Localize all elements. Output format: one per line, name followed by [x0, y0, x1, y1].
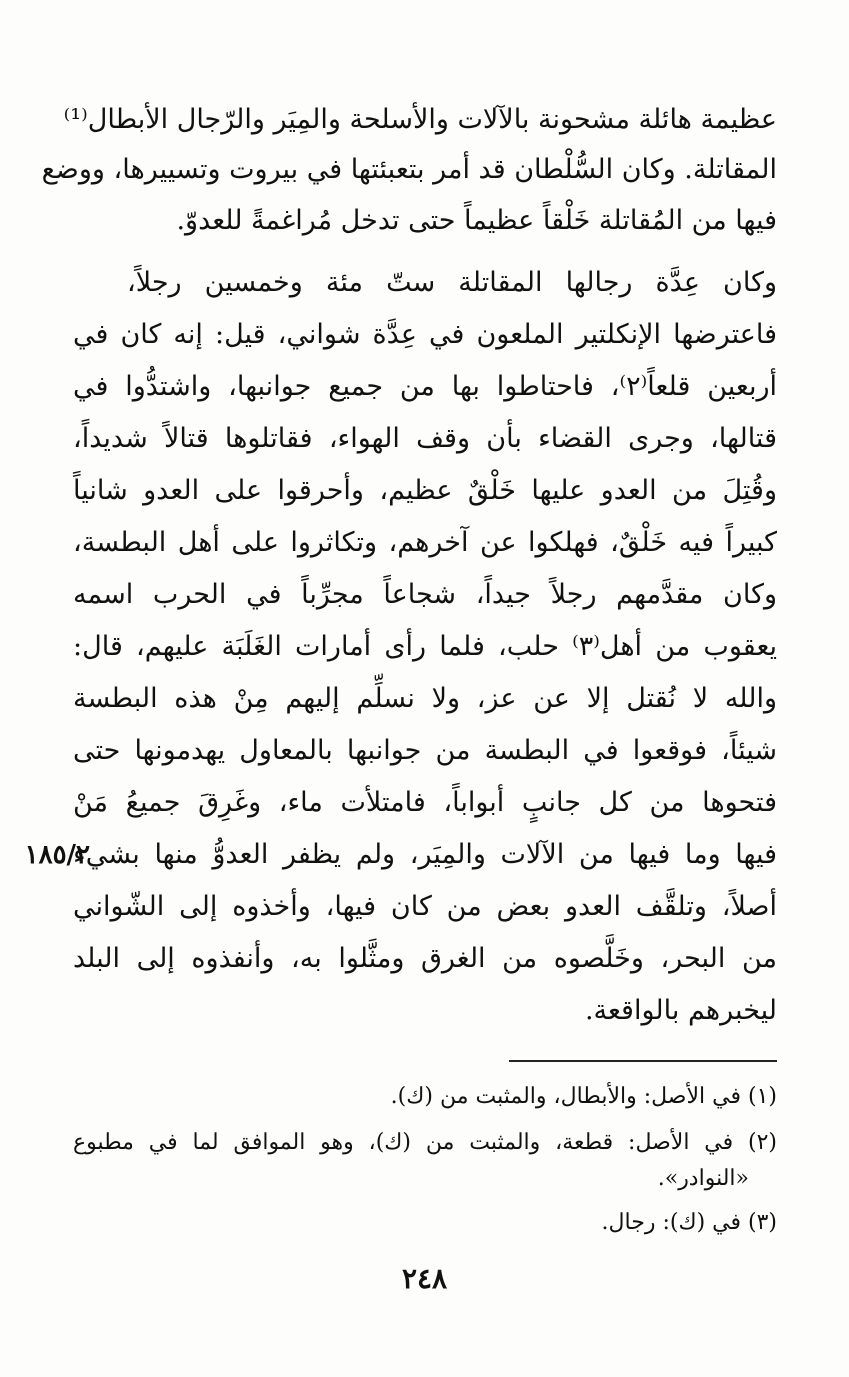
body-line: وكان عِدَّة رجالها المقاتلة ستّ مئة وخمسين رجلاً،	[127, 267, 777, 298]
footnote: (١) في الأصل: والأبطال، والمثبت من (ك).	[390, 1084, 777, 1109]
body-line: من البحر، وخَلَّصوه من الغرق ومثَّلوا به، وأنفذوه إلى البلد	[73, 943, 777, 974]
body-line: وقُتِلَ من العدو عليها خَلْقٌ عظيم، وأحرقوا على العدو شانياً	[73, 475, 777, 506]
body-line: شيئاً، فوقعوا في البطسة من جوانبها بالمعاول يهدمونها حتى	[73, 735, 777, 766]
body-line: عظيمة هائلة مشحونة بالآلات والأسلحة والمِيَر والرّجال الأبطال⁽¹⁾	[63, 104, 777, 135]
body-line: فتحوها من كل جانبٍ أبواباً، فامتلأت ماء، وغَرِقَ جميعُ مَنْ	[73, 787, 777, 818]
margin-page-reference: ١٨٥/٢	[24, 840, 90, 870]
body-line: كبيراً فيه خَلْقٌ، فهلكوا عن آخرهم، وتكاثروا على أهل البطسة،	[73, 527, 777, 558]
body-line: والله لا نُقتل إلا عن عز، ولا نسلِّم إليهم مِنْ هذه البطسة	[73, 683, 777, 714]
body-line: أربعين قلعاً⁽٢⁾، فاحتاطوا بها من جميع جوانبها، واشتدُّوا في	[73, 371, 778, 402]
body-line: قتالها، وجرى القضاء بأن وقف الهواء، فقاتلوها قتالاً شديداً،	[73, 423, 777, 454]
body-line: فيها من المُقاتلة خَلْقاً عظيماً حتى تدخل مُراغمةً للعدوّ.	[176, 205, 777, 236]
body-line: المقاتلة. وكان السُّلْطان قد أمر بتعبئتها في بيروت وتسييرها، ووضع	[41, 154, 777, 185]
footnote: (٢) في الأصل: قطعة، والمثبت من (ك)، وهو الموافق لما في مطبوع	[73, 1130, 777, 1155]
body-line: وكان مقدَّمهم رجلاً جيداً، شجاعاً مجرِّباً في الحرب اسمه	[73, 579, 777, 610]
body-line: فيها وما فيها من الآلات والمِيَر، ولم يظفر العدوُّ منها بشيء	[73, 839, 777, 870]
page-number: ٢٤٨	[401, 1262, 448, 1295]
footnote-separator	[509, 1060, 777, 1062]
body-line: يعقوب من أهل⁽٣⁾ حلب، فلما رأى أمارات الغَلَبَة عليهم، قال:	[73, 631, 777, 662]
footnote: (٣) في (ك): رجال.	[601, 1210, 777, 1235]
body-line: أصلاً، وتلقَّف العدو بعض من كان فيها، وأخذوه إلى الشّواني	[73, 891, 777, 922]
footnote-continuation: «النوادر».	[657, 1166, 749, 1191]
body-line: ليخبرهم بالواقعة.	[584, 995, 777, 1026]
body-line: فاعترضها الإنكلتير الملعون في عِدَّة شواني، قيل: إنه كان في	[73, 319, 777, 350]
